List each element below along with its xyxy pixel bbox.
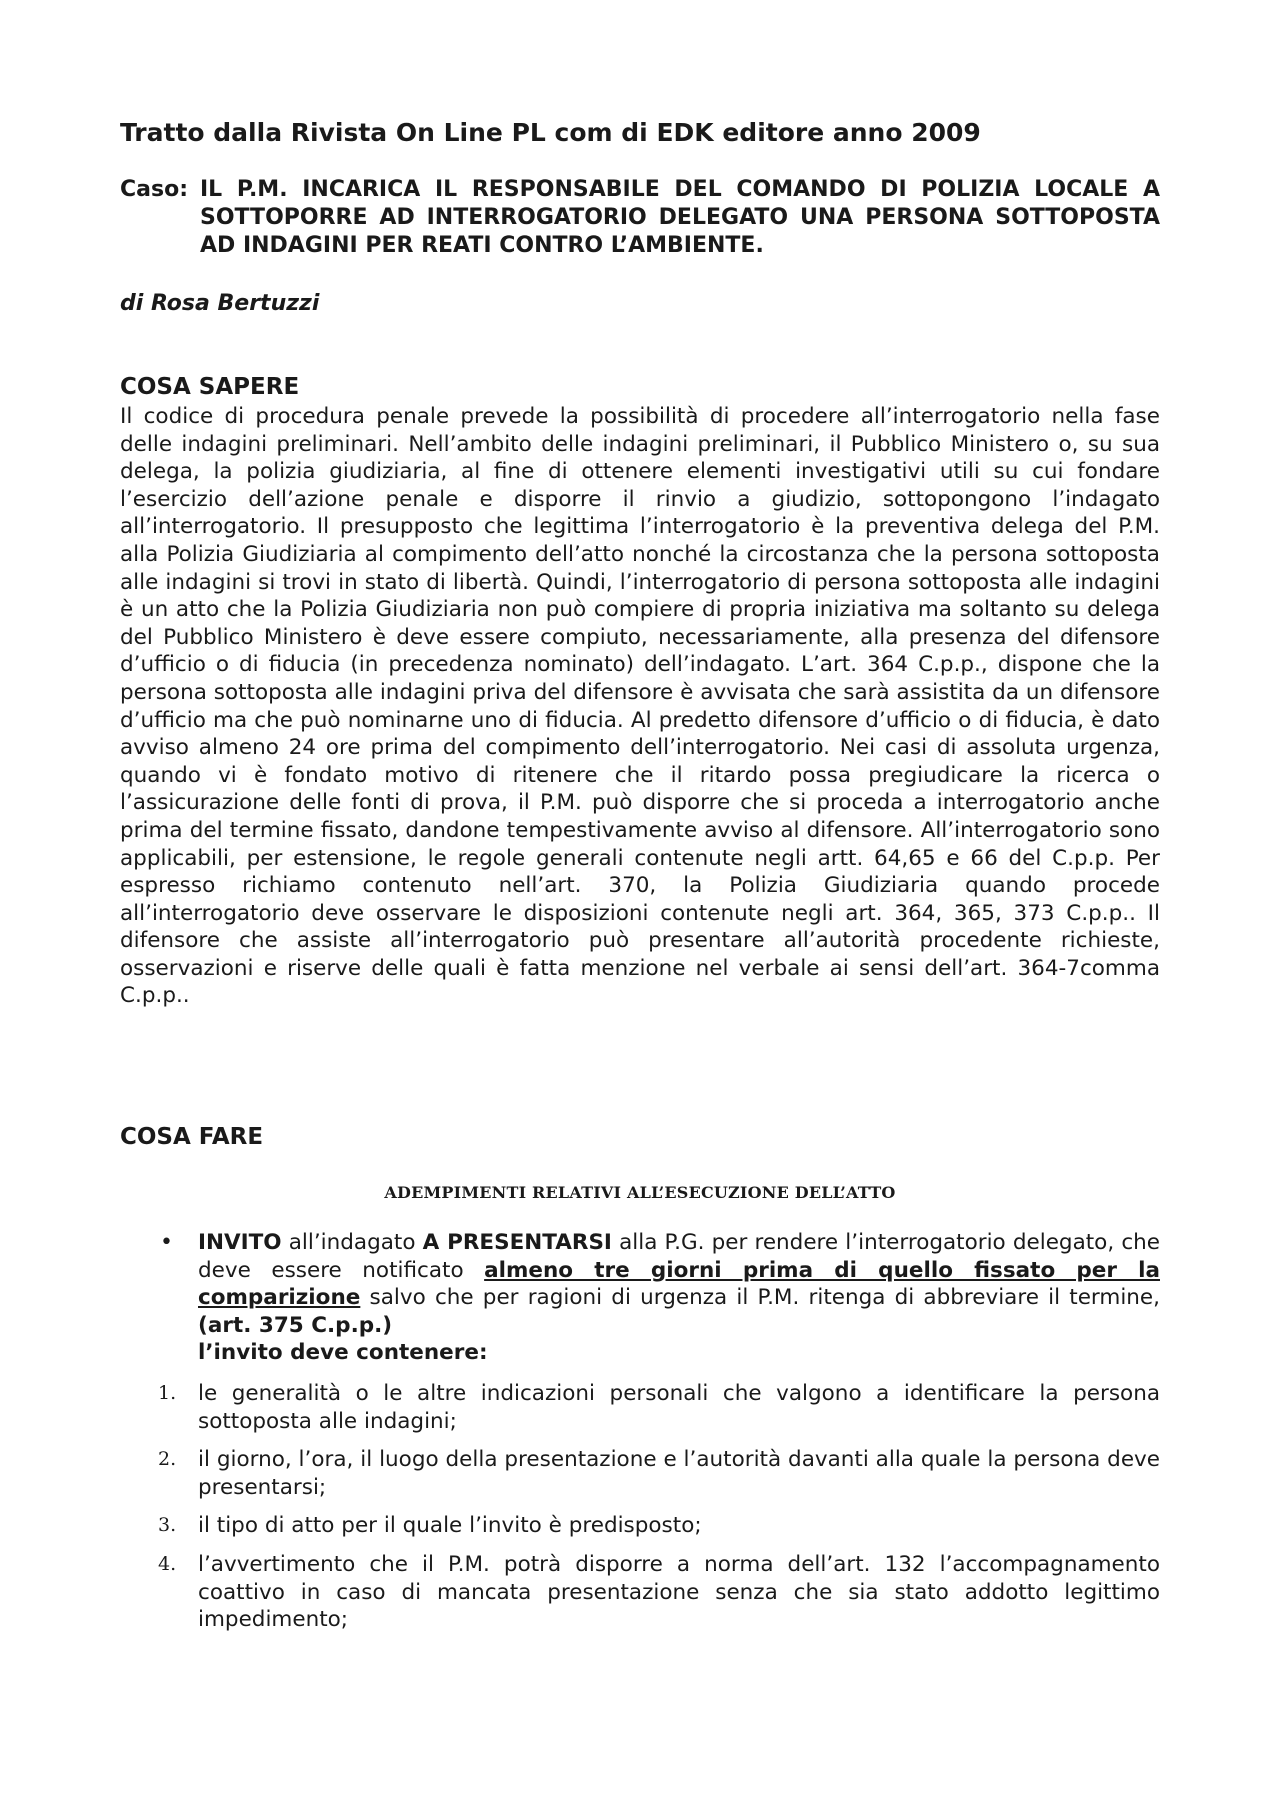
list-item-number: 4. <box>158 1552 177 1575</box>
list-item-number: 1. <box>158 1382 177 1404</box>
list-item-text: il tipo di atto per il quale l’invito è predisposto; <box>198 1513 702 1539</box>
bullet-underlined-deadline: almeno tre giorni prima di quello fissato per la comparizione <box>198 1257 1160 1311</box>
bullet-text-part: all’indagato <box>281 1230 423 1255</box>
case-text: IL P.M. INCARICA IL RESPONSABILE DEL COMANDO DI POLIZIA LOCALE A SOTTOPORRE AD INTERROGATORIO DELEGATO UNA PERSONA SOTTOPOSTA AD INDAGINI PER REATI CONTRO L’AMBIENTE. <box>200 177 1160 258</box>
author-line: di Rosa Bertuzzi <box>120 291 320 316</box>
bullet-bold-presentarsi: A PRESENTARSI <box>422 1230 612 1255</box>
bullet-bold-article: (art. 375 C.p.p.) <box>198 1312 393 1338</box>
list-item <box>120 1512 1160 1540</box>
list-item <box>120 1380 1160 1435</box>
bullet-text <box>198 1229 1160 1339</box>
list-item <box>120 1551 1160 1634</box>
list-item-number: 3. <box>158 1514 177 1537</box>
list-item-text: le generalità o le altre indicazioni personali che valgono a identificare la persona sottoposta alle indagini; <box>198 1381 1160 1434</box>
bullet-text-part: salvo che per ragioni di urgenza il P.M. ritenga di abbreviare il termine, <box>360 1285 1160 1311</box>
cosa-sapere-paragraph: Il codice di procedura penale prevede la possibilità di procedere all’interrogatorio nella fase delle indagini preliminari. Nell’ambito delle indagini preliminari, il Pubblico Ministero o, su sua delega, la polizia giudiziaria, al fine di ottenere elementi investigativi utili su cui fondare l’esercizio dell’azione penale e disporre il rinvio a giudizio, sottopongono l’indagato all’interrogatorio. Il presupposto che legittima l’interrogatorio è la preventiva delega del P.M. alla Polizia Giudiziaria al compimento dell’atto nonché la circostanza che la persona sottoposta alle indagini si trovi in stato di libertà. Quindi, l’interrogatorio di persona sottoposta alle indagini è un atto che la Polizia Giudiziaria non può compiere di propria iniziativa ma soltanto su delega del Pubblico Ministero è deve essere compiuto, necessariamente, alla presenza del difensore d’ufficio o di fiducia (in precedenza nominato) dell’indagato. L’art. 364 C.p.p., dispone che la persona sottoposta alle indagini priva del difensore è avvisata che sarà assistita da un difensore d’ufficio ma che può nominarne uno di fiducia. Al predetto difensore d’ufficio o di fiducia, è dato avviso almeno 24 ore prima del compimento dell’interrogatorio. Nei casi di assoluta urgenza, quando vi è fondato motivo di ritenere che il ritardo possa pregiudicare la ricerca o l’assicurazione delle fonti di prova, il P.M. può disporre che si proceda a interrogatorio anche prima del termine fissato, dandone tempestivamente avviso al difensore. All’interrogatorio sono applicabili, per estensione, le regole generali contenute negli artt. 64,65 e 66 del C.p.p. Per espresso richiamo contenuto nell’art. 370, la Polizia Giudiziaria quando procede all’interrogatorio deve osservare le disposizioni contenute negli art. 364, 365, 373 C.p.p.. Il difensore che assiste all’interrogatorio può presentare all’autorità procedente richieste, osservazioni e riserve delle quali è fatta menzione nel verbale ai sensi dell’art. 364-7comma C.p.p.. <box>120 404 1160 1009</box>
subheading-adempimenti: ADEMPIMENTI RELATIVI ALL’ESECUZIONE DELL’ATTO <box>384 1183 896 1202</box>
bullet-text-part: alla P.G. per rendere l’interrogatorio delegato, che deve essere notificato <box>198 1230 1160 1283</box>
bullet-icon: • <box>160 1230 173 1255</box>
case-label: Caso: <box>120 177 188 202</box>
section-heading-cosa-fare: COSA FARE <box>120 1124 264 1150</box>
bullet-bold-invito: INVITO <box>198 1230 282 1255</box>
source-line: Tratto dalla Rivista On Line PL com di EDK editore anno 2009 <box>120 118 981 147</box>
list-item-text: il giorno, l’ora, il luogo della presentazione e l’autorità davanti alla quale la persona deve presentarsi; <box>198 1447 1160 1500</box>
list-item <box>120 1446 1160 1501</box>
numbered-list <box>120 1380 1160 1645</box>
bullet-sub-heading: l’invito deve contenere: <box>198 1340 488 1366</box>
bullet-item-invito <box>120 1229 1160 1367</box>
case-title <box>120 176 1160 260</box>
section-heading-cosa-sapere: COSA SAPERE <box>120 374 300 400</box>
list-item-text: l’avvertimento che il P.M. potrà disporre a norma dell’art. 132 l’accompagnamento coattivo in caso di mancata presentazione senza che sia stato addotto legittimo impedimento; <box>198 1551 1160 1633</box>
list-item-number: 2. <box>158 1448 177 1471</box>
